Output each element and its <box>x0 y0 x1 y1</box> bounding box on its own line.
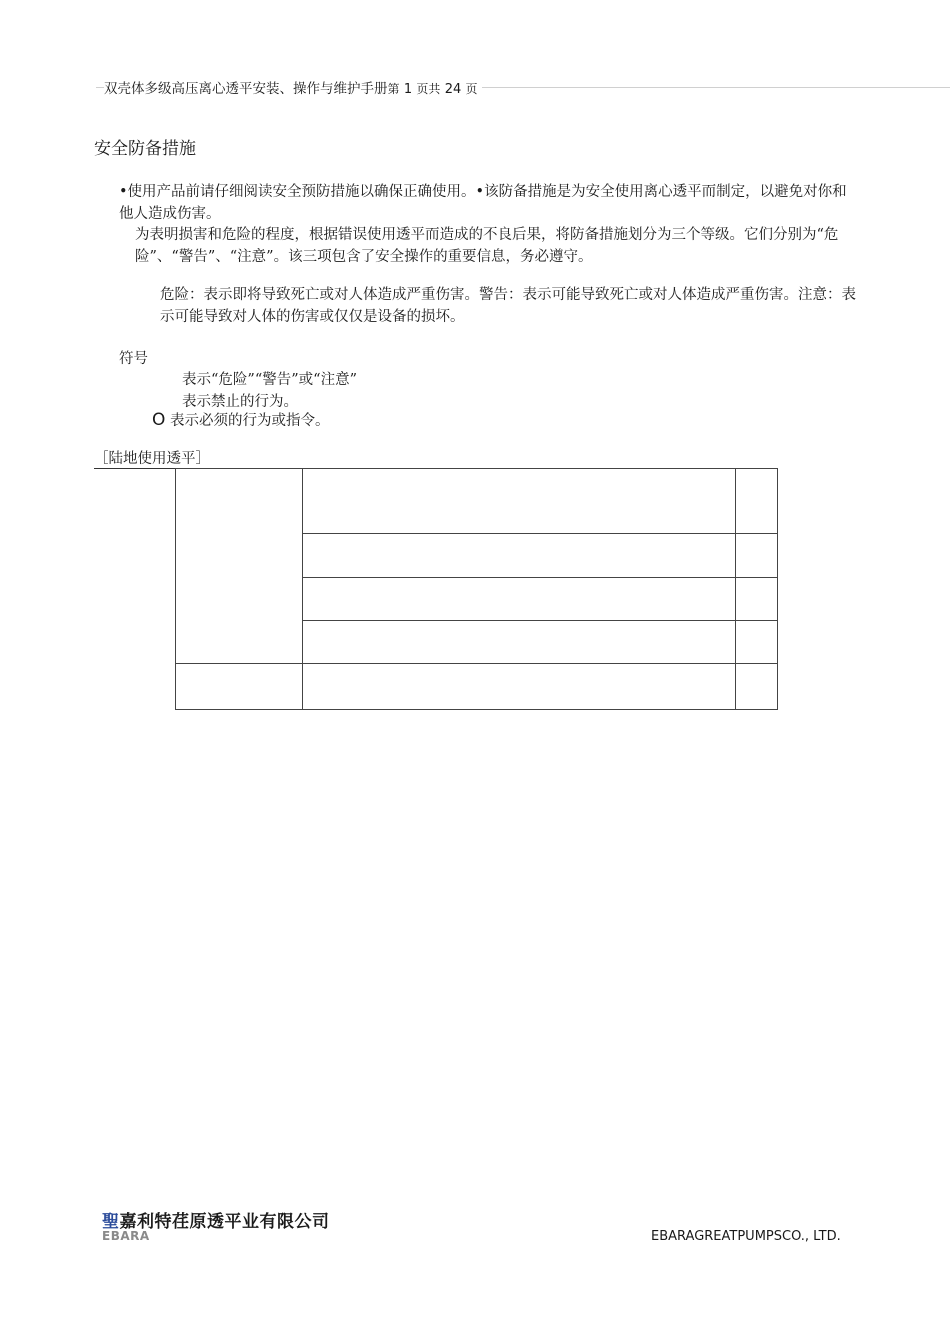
symbol-prohibited-text: 表示禁止的行为。 <box>182 394 298 410</box>
header-title: 双壳体多级高压离心透平安装、操作与维护手册 <box>104 81 388 97</box>
symbol-mandatory-text: 表示必须的行为或指令。 <box>170 413 330 429</box>
section-title: 安全防备措施 <box>94 139 196 159</box>
table-row-divider <box>302 533 778 534</box>
mandatory-circle-icon: O <box>152 410 166 430</box>
paragraph-usage-notice: •使用产品前请仔细阅读安全预防措施以确保正确使用。•该防备措施是为安全使用离心透平而制定，以避免对你和他人造成伤害。 <box>119 184 847 222</box>
company-name-cn: 嘉利特荏原透平业有限公司 <box>119 1212 330 1232</box>
symbol-mandatory-row <box>152 409 330 430</box>
page-header <box>104 77 482 97</box>
page-total: 24 <box>444 82 462 97</box>
brand-name: EBARA <box>102 1229 150 1243</box>
table-col-divider-2 <box>735 468 736 710</box>
table-border-top <box>175 468 778 469</box>
page-prefix: 第 <box>387 82 400 96</box>
table-border-right <box>777 468 778 710</box>
page-mid: 页共 <box>416 82 441 96</box>
logo-mark-icon: 聖 <box>102 1212 120 1232</box>
page-suffix: 页 <box>465 82 478 96</box>
paragraph-definitions: 危险：表示即将导致死亡或对人体造成严重伤害。警告：表示可能导致死亡或对人体造成严重伤害。注意：表示可能导致对人体的伤害或仅仅是设备的损坏。 <box>160 287 856 325</box>
company-name-en: EBARAGREATPUMPSCO., LTD. <box>651 1229 841 1244</box>
symbols-label: 符号 <box>119 351 148 367</box>
table-border-bottom <box>175 709 778 710</box>
paragraph-levels: 为表明损害和危险的程度，根据错误使用透平而造成的不良后果，将防备措施划分为三个等级。它们分别为“危险”、“警告”、“注意”。该三项包含了安全操作的重要信息，务必遵守。 <box>135 227 839 265</box>
table-row-divider <box>302 620 778 621</box>
table-row-divider <box>175 663 778 664</box>
symbol-warning-text: 表示“危险”“警告”或“注意” <box>182 372 357 388</box>
table-row-divider <box>302 577 778 578</box>
table-border-left <box>175 468 176 710</box>
table-col-divider-1 <box>302 468 303 710</box>
page-current: 1 <box>403 82 413 97</box>
land-section-label: ［陆地使用透平］ <box>94 450 216 469</box>
